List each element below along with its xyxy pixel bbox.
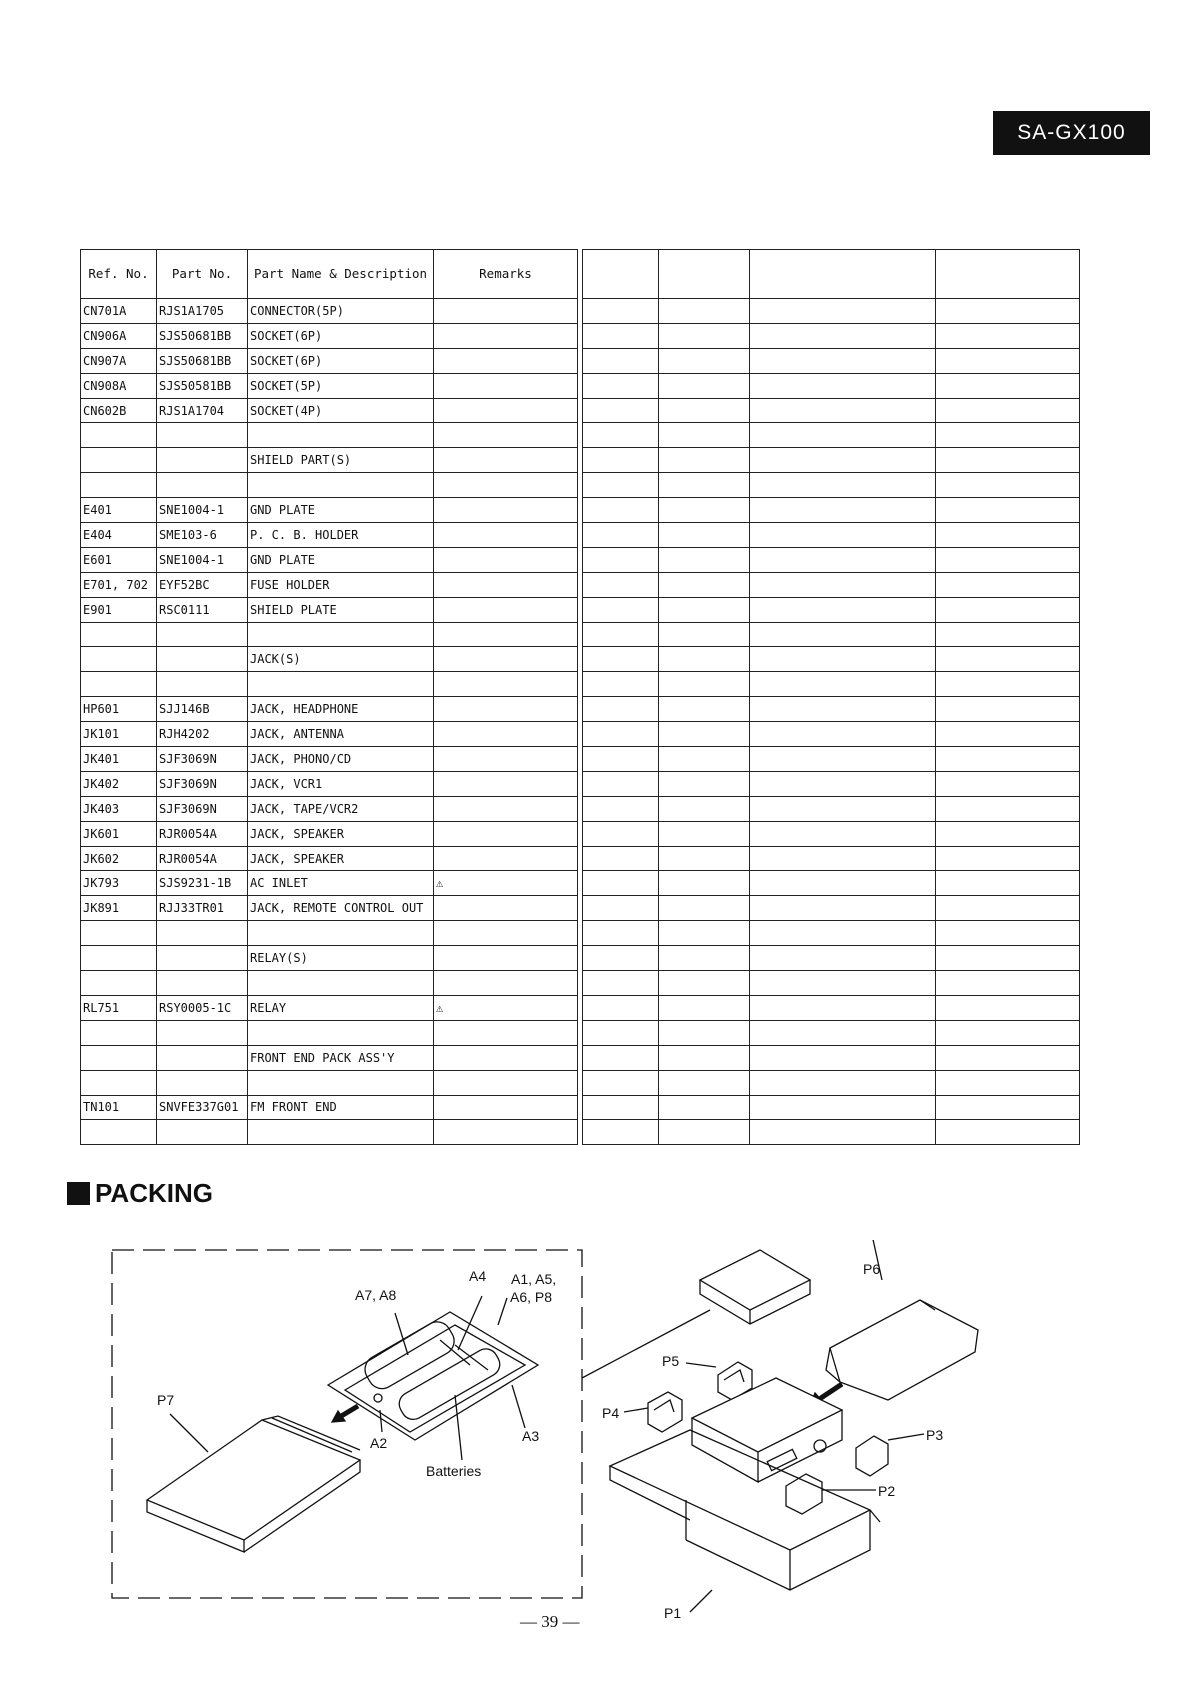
- cell-description: JACK, HEADPHONE: [248, 697, 434, 722]
- cell-remarks: [434, 971, 578, 996]
- cell-part-no: [157, 448, 248, 473]
- cell-remarks: [434, 498, 578, 523]
- cell-remarks: [434, 722, 578, 747]
- cell-ref-no: [81, 448, 157, 473]
- cell-description: JACK, VCR1: [248, 771, 434, 796]
- cell-part-no: [157, 473, 248, 498]
- cell-part-no: [157, 672, 248, 697]
- table-row: [81, 771, 578, 796]
- cell-description: SOCKET(4P): [248, 398, 434, 423]
- cell-ref-no: [81, 1020, 157, 1045]
- cell-remarks: [434, 896, 578, 921]
- table-row: [81, 821, 578, 846]
- cell-part-no: EYF52BC: [157, 572, 248, 597]
- table-row-blank: [583, 896, 1080, 921]
- cell-remarks: [434, 348, 578, 373]
- cell-description: [248, 971, 434, 996]
- label-p1: P1: [664, 1605, 682, 1621]
- cell-remarks: ⚠: [434, 995, 578, 1020]
- cell-ref-no: [81, 1070, 157, 1095]
- label-p3: P3: [926, 1427, 944, 1443]
- label-p6: P6: [863, 1261, 881, 1277]
- cell-part-no: SNE1004-1: [157, 547, 248, 572]
- cell-ref-no: E404: [81, 523, 157, 548]
- label-a3: A3: [522, 1428, 540, 1444]
- cell-ref-no: JK402: [81, 771, 157, 796]
- table-row-blank: [583, 771, 1080, 796]
- cell-ref-no: JK403: [81, 796, 157, 821]
- label-a1-a5: A1, A5,: [511, 1271, 557, 1287]
- cell-ref-no: E601: [81, 547, 157, 572]
- cell-remarks: [434, 846, 578, 871]
- cell-remarks: [434, 771, 578, 796]
- section-heading-packing: [67, 1178, 213, 1209]
- cell-description: RELAY: [248, 995, 434, 1020]
- table-row: [81, 971, 578, 996]
- table-row: [81, 747, 578, 772]
- table-row: [81, 398, 578, 423]
- cell-part-no: SJS50581BB: [157, 373, 248, 398]
- table-row: [81, 323, 578, 348]
- table-row-blank: [583, 348, 1080, 373]
- cell-description: JACK, TAPE/VCR2: [248, 796, 434, 821]
- column-header-remarks: Remarks: [434, 250, 578, 299]
- cell-remarks: [434, 299, 578, 324]
- cell-part-no: [157, 1045, 248, 1070]
- cell-remarks: [434, 672, 578, 697]
- table-row-blank: [583, 747, 1080, 772]
- cell-ref-no: JK793: [81, 871, 157, 896]
- table-row: [81, 1070, 578, 1095]
- accessories-tray-illustration: [328, 1312, 538, 1440]
- table-row-blank: [583, 423, 1080, 448]
- cell-part-no: [157, 1020, 248, 1045]
- cell-remarks: [434, 622, 578, 647]
- p1-carton-illustration: [610, 1430, 880, 1590]
- cell-ref-no: E901: [81, 597, 157, 622]
- cell-ref-no: TN101: [81, 1095, 157, 1120]
- table-header-row: [81, 250, 578, 299]
- table-row: [81, 423, 578, 448]
- cell-remarks: [434, 747, 578, 772]
- table-row-blank: [583, 995, 1080, 1020]
- cell-ref-no: CN907A: [81, 348, 157, 373]
- cell-remarks: [434, 946, 578, 971]
- cell-description: SHIELD PART(S): [248, 448, 434, 473]
- table-row: [81, 722, 578, 747]
- parts-list-table: [80, 249, 578, 1145]
- table-row-blank: [583, 323, 1080, 348]
- table-row-blank: [583, 971, 1080, 996]
- cell-part-no: SJF3069N: [157, 796, 248, 821]
- table-row-blank: [583, 1120, 1080, 1145]
- cell-description: SOCKET(5P): [248, 373, 434, 398]
- table-row-blank: [583, 871, 1080, 896]
- cell-part-no: SJF3069N: [157, 747, 248, 772]
- table-row: [81, 299, 578, 324]
- label-p7: P7: [157, 1392, 175, 1408]
- table-row-blank: [583, 572, 1080, 597]
- cell-ref-no: JK601: [81, 821, 157, 846]
- cell-description: FRONT END PACK ASS'Y: [248, 1045, 434, 1070]
- table-row-blank: [583, 647, 1080, 672]
- p3-cushion-illustration: [856, 1436, 888, 1476]
- table-row-blank: [583, 946, 1080, 971]
- cell-part-no: RSC0111: [157, 597, 248, 622]
- cell-part-no: RJS1A1705: [157, 299, 248, 324]
- table-row: [81, 597, 578, 622]
- cell-ref-no: [81, 622, 157, 647]
- cell-description: SOCKET(6P): [248, 323, 434, 348]
- table-row: [81, 547, 578, 572]
- table-row: [81, 697, 578, 722]
- cell-description: P. C. B. HOLDER: [248, 523, 434, 548]
- table-row-blank: [583, 722, 1080, 747]
- table-row: [81, 672, 578, 697]
- cell-description: [248, 622, 434, 647]
- cell-remarks: [434, 523, 578, 548]
- table-row: [81, 946, 578, 971]
- table-row-blank: [583, 498, 1080, 523]
- table-row-blank: [583, 1095, 1080, 1120]
- table-row-blank: [583, 821, 1080, 846]
- cell-remarks: [434, 921, 578, 946]
- cell-description: RELAY(S): [248, 946, 434, 971]
- cell-part-no: [157, 971, 248, 996]
- cell-ref-no: E401: [81, 498, 157, 523]
- table-row-blank: [583, 597, 1080, 622]
- table-row-blank: [583, 473, 1080, 498]
- cell-description: SOCKET(6P): [248, 348, 434, 373]
- cell-ref-no: [81, 423, 157, 448]
- table-row-blank: [583, 373, 1080, 398]
- cell-remarks: [434, 647, 578, 672]
- table-row-blank: [583, 299, 1080, 324]
- column-header-ref-no: Ref. No.: [81, 250, 157, 299]
- table-row: [81, 622, 578, 647]
- table-header-row-blank: [583, 250, 1080, 299]
- table-row: [81, 448, 578, 473]
- cell-part-no: [157, 1120, 248, 1145]
- cell-remarks: [434, 697, 578, 722]
- table-row: [81, 647, 578, 672]
- cell-remarks: [434, 373, 578, 398]
- cell-part-no: [157, 423, 248, 448]
- cell-description: AC INLET: [248, 871, 434, 896]
- cell-description: CONNECTOR(5P): [248, 299, 434, 324]
- cell-remarks: [434, 1020, 578, 1045]
- table-row-blank: [583, 1045, 1080, 1070]
- cell-remarks: [434, 796, 578, 821]
- cell-description: GND PLATE: [248, 498, 434, 523]
- table-row-blank: [583, 1070, 1080, 1095]
- table-row: [81, 1095, 578, 1120]
- table-row-blank: [583, 547, 1080, 572]
- cell-description: FUSE HOLDER: [248, 572, 434, 597]
- cell-remarks: [434, 1095, 578, 1120]
- cell-ref-no: JK401: [81, 747, 157, 772]
- table-row-blank: [583, 1020, 1080, 1045]
- cell-description: JACK, ANTENNA: [248, 722, 434, 747]
- page-number: — 39 —: [520, 1612, 580, 1631]
- cell-description: JACK, PHONO/CD: [248, 747, 434, 772]
- section-heading-text: PACKING: [95, 1178, 213, 1208]
- cell-remarks: [434, 448, 578, 473]
- cell-ref-no: JK891: [81, 896, 157, 921]
- table-row: [81, 523, 578, 548]
- cell-remarks: [434, 597, 578, 622]
- cell-ref-no: [81, 1120, 157, 1145]
- cell-part-no: [157, 921, 248, 946]
- cell-remarks: [434, 1120, 578, 1145]
- cell-part-no: SJF3069N: [157, 771, 248, 796]
- label-a6-p8: A6, P8: [510, 1289, 553, 1305]
- cell-ref-no: CN701A: [81, 299, 157, 324]
- cell-description: JACK(S): [248, 647, 434, 672]
- cell-part-no: RJR0054A: [157, 846, 248, 871]
- cell-part-no: RJR0054A: [157, 821, 248, 846]
- cell-part-no: RJJ33TR01: [157, 896, 248, 921]
- cell-ref-no: JK602: [81, 846, 157, 871]
- cell-ref-no: JK101: [81, 722, 157, 747]
- label-a2: A2: [370, 1435, 388, 1451]
- p4-cushion-illustration: [648, 1392, 682, 1432]
- table-row: [81, 1045, 578, 1070]
- table-row: [81, 995, 578, 1020]
- cell-remarks: [434, 547, 578, 572]
- cell-description: [248, 473, 434, 498]
- cell-description: JACK, REMOTE CONTROL OUT: [248, 896, 434, 921]
- cell-part-no: [157, 647, 248, 672]
- table-row-blank: [583, 523, 1080, 548]
- cell-description: [248, 1070, 434, 1095]
- cell-ref-no: CN908A: [81, 373, 157, 398]
- cell-part-no: [157, 622, 248, 647]
- table-row: [81, 871, 578, 896]
- cell-part-no: [157, 1070, 248, 1095]
- table-row: [81, 373, 578, 398]
- cell-description: [248, 423, 434, 448]
- cell-part-no: RJH4202: [157, 722, 248, 747]
- table-row-blank: [583, 697, 1080, 722]
- cell-description: [248, 921, 434, 946]
- cell-part-no: RSY0005-1C: [157, 995, 248, 1020]
- cell-ref-no: E701, 702: [81, 572, 157, 597]
- table-row: [81, 846, 578, 871]
- cell-description: [248, 1020, 434, 1045]
- label-p4: P4: [602, 1405, 620, 1421]
- cell-ref-no: [81, 946, 157, 971]
- table-row: [81, 498, 578, 523]
- cell-remarks: [434, 821, 578, 846]
- receiver-unit-illustration: [692, 1378, 842, 1482]
- cell-remarks: [434, 572, 578, 597]
- square-bullet-icon: [67, 1182, 90, 1205]
- table-row-blank: [583, 846, 1080, 871]
- label-a7-a8: A7, A8: [355, 1287, 397, 1303]
- cell-ref-no: RL751: [81, 995, 157, 1020]
- table-row: [81, 473, 578, 498]
- cell-part-no: SJS50681BB: [157, 323, 248, 348]
- p7-box-illustration: [147, 1416, 360, 1552]
- cell-ref-no: [81, 647, 157, 672]
- table-row: [81, 921, 578, 946]
- cell-ref-no: HP601: [81, 697, 157, 722]
- cell-ref-no: CN906A: [81, 323, 157, 348]
- cell-description: GND PLATE: [248, 547, 434, 572]
- table-row: [81, 896, 578, 921]
- packing-diagram: [0, 1240, 1191, 1640]
- cell-remarks: [434, 398, 578, 423]
- parts-list-table-blank: [582, 249, 1080, 1145]
- table-row: [81, 348, 578, 373]
- cell-part-no: RJS1A1704: [157, 398, 248, 423]
- label-a4: A4: [469, 1268, 487, 1284]
- cell-description: JACK, SPEAKER: [248, 821, 434, 846]
- cell-part-no: SME103-6: [157, 523, 248, 548]
- lid-box-illustration: [700, 1250, 810, 1324]
- cell-remarks: [434, 1045, 578, 1070]
- table-row-blank: [583, 398, 1080, 423]
- table-row: [81, 796, 578, 821]
- cell-ref-no: [81, 921, 157, 946]
- label-p5: P5: [662, 1353, 680, 1369]
- p6-bag-illustration: [826, 1240, 978, 1400]
- column-header-part-no: Part No.: [157, 250, 248, 299]
- cell-ref-no: CN602B: [81, 398, 157, 423]
- cell-description: [248, 1120, 434, 1145]
- column-header-description: Part Name & Description: [248, 250, 434, 299]
- table-row-blank: [583, 796, 1080, 821]
- table-row-blank: [583, 672, 1080, 697]
- cell-ref-no: [81, 672, 157, 697]
- cell-part-no: SNE1004-1: [157, 498, 248, 523]
- cell-part-no: [157, 946, 248, 971]
- label-batteries: Batteries: [426, 1463, 482, 1479]
- cell-ref-no: [81, 971, 157, 996]
- cell-remarks: [434, 473, 578, 498]
- cell-description: JACK, SPEAKER: [248, 846, 434, 871]
- cell-part-no: SJJ146B: [157, 697, 248, 722]
- cell-remarks: [434, 323, 578, 348]
- cell-remarks: ⚠: [434, 871, 578, 896]
- cell-ref-no: [81, 1045, 157, 1070]
- model-badge: SA-GX100: [993, 111, 1150, 155]
- table-row: [81, 1120, 578, 1145]
- table-row: [81, 1020, 578, 1045]
- table-row-blank: [583, 622, 1080, 647]
- table-row-blank: [583, 448, 1080, 473]
- cell-description: [248, 672, 434, 697]
- cell-ref-no: [81, 473, 157, 498]
- cell-description: SHIELD PLATE: [248, 597, 434, 622]
- cell-part-no: SJS50681BB: [157, 348, 248, 373]
- table-row-blank: [583, 921, 1080, 946]
- cell-part-no: SJS9231-1B: [157, 871, 248, 896]
- table-row: [81, 572, 578, 597]
- cell-remarks: [434, 423, 578, 448]
- cell-description: FM FRONT END: [248, 1095, 434, 1120]
- cell-remarks: [434, 1070, 578, 1095]
- cell-part-no: SNVFE337G01: [157, 1095, 248, 1120]
- label-p2: P2: [878, 1483, 896, 1499]
